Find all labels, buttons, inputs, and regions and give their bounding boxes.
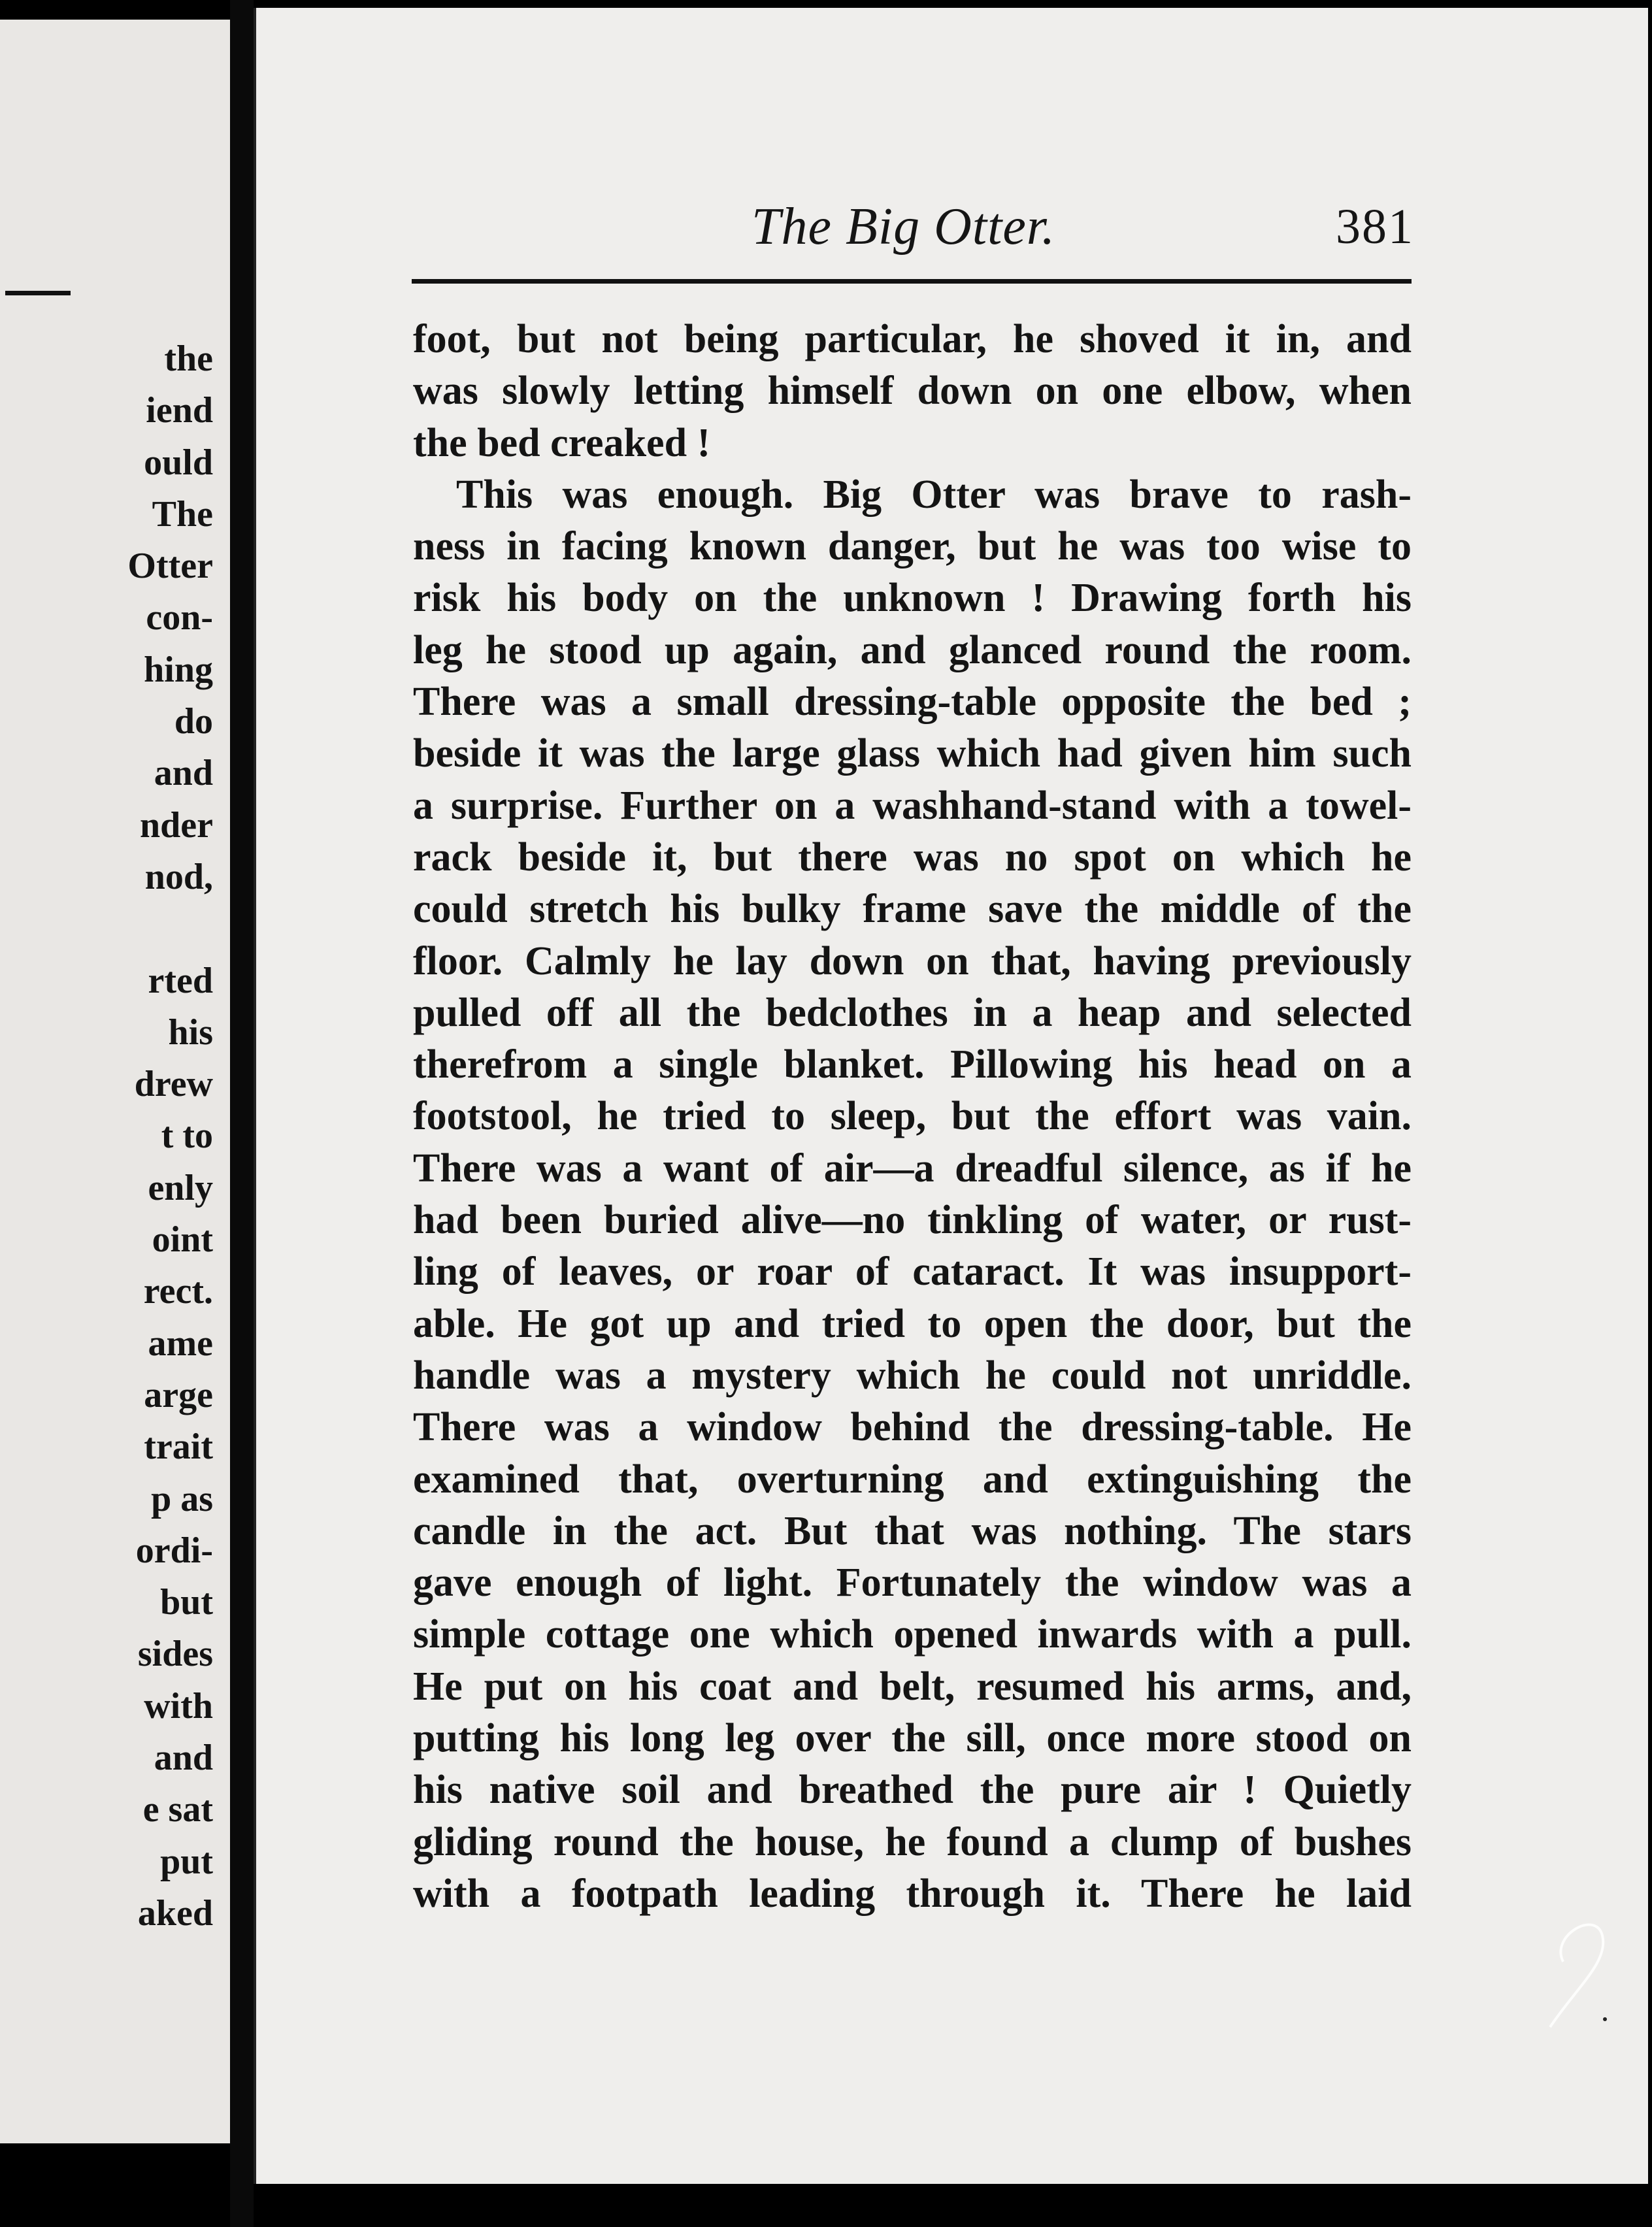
left-line: ordi- <box>135 1530 213 1571</box>
left-line: The <box>152 493 213 535</box>
left-line: and <box>154 1738 213 1779</box>
left-line: aked <box>137 1892 213 1934</box>
text-line: putting his long leg over the sill, once more stood on <box>413 1716 1412 1761</box>
text-line: gave enough of light. Fortunately the window was a <box>413 1560 1412 1606</box>
text-line: could stretch his bulky frame save the middle of the <box>413 887 1412 932</box>
text-line: beside it was the large glass which had given him such <box>413 731 1412 776</box>
left-line: put <box>160 1841 213 1882</box>
running-head: The Big Otter. <box>752 198 1056 256</box>
left-line: ame <box>148 1323 213 1364</box>
text-line: floor. Calmly he lay down on that, having previously <box>413 938 1412 983</box>
text-line: was slowly letting himself down on one elbow, when <box>413 369 1412 414</box>
left-line: trait <box>144 1427 213 1468</box>
left-page <box>0 20 230 2143</box>
left-line: with <box>144 1685 213 1726</box>
text-line: pulled off all the bedclothes in a heap and selected <box>413 990 1412 1035</box>
left-line: iend <box>146 390 213 431</box>
text-line: He put on his coat and belt, resumed his arms, and, <box>413 1664 1412 1709</box>
left-line: p as <box>151 1478 213 1519</box>
left-page-rule <box>5 291 71 295</box>
text-line: his native soil and breathed the pure air ! Quietly <box>413 1768 1412 1813</box>
left-line: drew <box>134 1064 213 1105</box>
left-line-blank <box>127 903 213 955</box>
left-line: but <box>160 1582 213 1623</box>
text-line: footstool, he tried to sleep, but the effort was vain. <box>413 1094 1412 1139</box>
text-line: handle was a mystery which he could not unriddle. <box>413 1353 1412 1398</box>
page-number: 381 <box>1336 199 1414 254</box>
left-line: do <box>174 701 213 742</box>
text-line: ness in facing known danger, but he was too wise to <box>413 524 1412 569</box>
book-gutter <box>230 0 254 2227</box>
left-line: nder <box>140 804 213 846</box>
left-line: his <box>168 1012 213 1053</box>
text-line: simple cottage one which opened inwards with a pull. <box>413 1612 1412 1657</box>
body-text <box>413 314 1412 1920</box>
left-line: arge <box>144 1374 213 1415</box>
left-line: and <box>154 753 213 794</box>
text-line: candle in the act. But that was nothing. The stars <box>413 1508 1412 1553</box>
header-rule <box>412 279 1412 284</box>
text-line: therefrom a single blanket. Pillowing his head on a <box>413 1042 1412 1087</box>
left-line: rect. <box>143 1271 213 1312</box>
left-line: Otter <box>127 546 213 587</box>
text-line: examined that, overturning and extinguishing the <box>413 1457 1412 1502</box>
text-line: the bed creaked ! <box>413 420 711 465</box>
pencil-mark-icon <box>1537 1909 1615 2040</box>
right-page <box>254 8 1648 2184</box>
text-line: There was a window behind the dressing-table. He <box>413 1405 1412 1450</box>
left-line: hing <box>144 649 213 690</box>
left-line: enly <box>148 1167 213 1208</box>
left-line: t to <box>161 1115 213 1157</box>
text-line: There was a want of air—a dreadful silence, as if he <box>413 1146 1412 1191</box>
text-line: with a footpath leading through it. There he laid <box>413 1871 1412 1916</box>
left-line: oint <box>152 1219 213 1261</box>
text-line: ling of leaves, or roar of cataract. It was insupport- <box>413 1249 1412 1295</box>
left-page-text <box>127 333 213 1939</box>
left-line: sides <box>137 1634 213 1675</box>
text-line: gliding round the house, he found a clump of bushes <box>413 1819 1412 1864</box>
left-line: con- <box>146 597 213 638</box>
text-line: This was enough. Big Otter was brave to rash- <box>456 472 1412 517</box>
left-line: the <box>164 338 213 379</box>
text-line: a surprise. Further on a washhand-stand with a towel- <box>413 783 1412 828</box>
left-line: ould <box>144 442 213 483</box>
text-line: risk his body on the unknown ! Drawing forth his <box>413 576 1412 621</box>
text-line: able. He got up and tried to open the door, but the <box>413 1301 1412 1346</box>
text-line: had been buried alive—no tinkling of water, or rust- <box>413 1198 1412 1243</box>
left-line: e sat <box>142 1789 213 1830</box>
text-line: rack beside it, but there was no spot on which he <box>413 834 1412 880</box>
left-line: rted <box>148 960 213 1001</box>
text-line: leg he stood up again, and glanced round the room. <box>413 627 1412 672</box>
text-line: There was a small dressing-table opposite the bed ; <box>413 680 1412 725</box>
left-line: nod, <box>144 856 213 897</box>
text-line: foot, but not being particular, he shoved it in, and <box>413 317 1412 361</box>
